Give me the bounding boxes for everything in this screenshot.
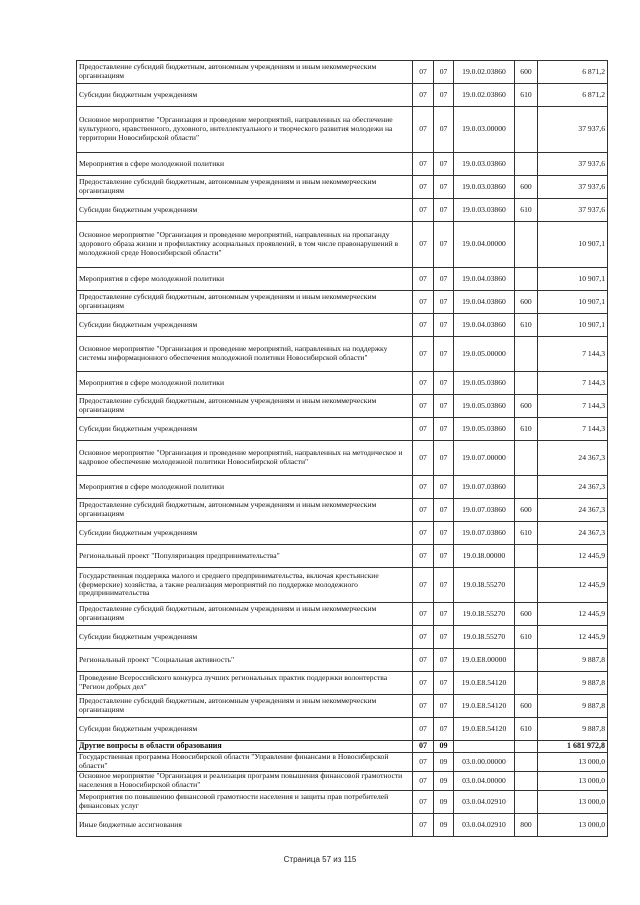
row-section-cell: 07 (413, 314, 434, 337)
row-section-cell: 07 (413, 791, 434, 814)
table-row (77, 753, 608, 772)
row-name-cell: Субсидии бюджетным учреждениям (77, 314, 413, 337)
row-section-cell: 07 (413, 649, 434, 672)
row-amount-cell: 37 937,6 (538, 199, 608, 222)
table-row (77, 772, 608, 791)
row-amount-cell: 37 937,6 (538, 107, 608, 153)
row-expense-type-cell: 610 (515, 418, 538, 441)
row-amount-cell: 7 144,3 (538, 372, 608, 395)
table-row (77, 649, 608, 672)
row-section-cell: 07 (413, 603, 434, 626)
row-expense-type-cell: 600 (515, 603, 538, 626)
row-target-article-cell: 19.0.03.03860 (454, 176, 515, 199)
row-name-cell: Основное мероприятие "Организация и проведение мероприятий, направленных на пропаганду здорового образа жизни и профилактику асоциальных проявлений, в том числе правонарушений в молодежной среде Новосибирской области" (77, 222, 413, 268)
row-name-cell: Основное мероприятие "Организация и проведение мероприятий, направленных на поддержку системы информационного обеспечения молодежной политики Новосибирской области" (77, 337, 413, 372)
row-expense-type-cell (515, 107, 538, 153)
row-name-cell: Субсидии бюджетным учреждениям (77, 718, 413, 741)
row-target-article-cell: 19.0.I8.55270 (454, 626, 515, 649)
row-expense-type-cell: 600 (515, 499, 538, 522)
row-amount-cell: 7 144,3 (538, 395, 608, 418)
row-target-article-cell: 19.0.07.03860 (454, 522, 515, 545)
row-section-cell: 07 (413, 61, 434, 84)
row-target-article-cell: 19.0.02.03860 (454, 61, 515, 84)
row-expense-type-cell: 600 (515, 291, 538, 314)
row-target-article-cell: 19.0.E8.54120 (454, 695, 515, 718)
row-expense-type-cell (515, 222, 538, 268)
row-amount-cell: 10 907,1 (538, 222, 608, 268)
row-expense-type-cell (515, 672, 538, 695)
table-row (77, 153, 608, 176)
row-subsection-cell: 07 (434, 626, 454, 649)
row-target-article-cell: 19.0.I8.55270 (454, 568, 515, 603)
row-subsection-cell: 07 (434, 61, 454, 84)
row-amount-cell: 10 907,1 (538, 268, 608, 291)
row-subsection-cell: 07 (434, 337, 454, 372)
row-target-article-cell: 19.0.07.03860 (454, 499, 515, 522)
table-row (77, 741, 608, 753)
row-target-article-cell: 19.0.04.03860 (454, 268, 515, 291)
row-subsection-cell: 07 (434, 522, 454, 545)
row-expense-type-cell (515, 753, 538, 772)
row-amount-cell: 37 937,6 (538, 176, 608, 199)
row-subsection-cell: 07 (434, 372, 454, 395)
row-name-cell: Мероприятия в сфере молодежной политики (77, 153, 413, 176)
row-section-cell: 07 (413, 568, 434, 603)
table-row (77, 337, 608, 372)
row-amount-cell: 24 367,3 (538, 499, 608, 522)
row-subsection-cell: 07 (434, 291, 454, 314)
table-row (77, 61, 608, 84)
table-row (77, 291, 608, 314)
row-subsection-cell: 07 (434, 314, 454, 337)
row-amount-cell: 12 445,9 (538, 626, 608, 649)
row-name-cell: Мероприятия по повышению финансовой грамотности населения и защиты прав потребителей финансовых услуг (77, 791, 413, 814)
row-section-cell: 07 (413, 107, 434, 153)
row-target-article-cell (454, 741, 515, 753)
row-section-cell: 07 (413, 545, 434, 568)
row-subsection-cell: 07 (434, 499, 454, 522)
table-row (77, 476, 608, 499)
row-section-cell: 07 (413, 222, 434, 268)
row-subsection-cell: 07 (434, 153, 454, 176)
row-name-cell: Предоставление субсидий бюджетным, автономным учреждениям и иным некоммерческим организациям (77, 499, 413, 522)
row-target-article-cell: 19.0.04.00000 (454, 222, 515, 268)
row-subsection-cell: 07 (434, 441, 454, 476)
row-amount-cell: 24 367,3 (538, 476, 608, 499)
row-expense-type-cell (515, 372, 538, 395)
row-amount-cell: 9 887,8 (538, 649, 608, 672)
row-name-cell: Предоставление субсидий бюджетным, автономным учреждениям и иным некоммерческим организациям (77, 176, 413, 199)
row-name-cell: Региональный проект "Популяризация предпринимательства" (77, 545, 413, 568)
row-expense-type-cell: 610 (515, 718, 538, 741)
row-amount-cell: 13 000,0 (538, 772, 608, 791)
row-name-cell: Субсидии бюджетным учреждениям (77, 522, 413, 545)
row-section-cell: 07 (413, 84, 434, 107)
row-subsection-cell: 07 (434, 603, 454, 626)
row-target-article-cell: 19.0.05.03860 (454, 418, 515, 441)
row-target-article-cell: 19.0.07.03860 (454, 476, 515, 499)
row-name-cell: Иные бюджетные ассигнования (77, 814, 413, 837)
row-amount-cell: 12 445,9 (538, 545, 608, 568)
row-subsection-cell: 07 (434, 718, 454, 741)
row-amount-cell: 37 937,6 (538, 153, 608, 176)
row-amount-cell: 7 144,3 (538, 337, 608, 372)
row-subsection-cell: 07 (434, 672, 454, 695)
table-row (77, 626, 608, 649)
row-subsection-cell: 07 (434, 176, 454, 199)
row-target-article-cell: 19.0.05.03860 (454, 372, 515, 395)
row-expense-type-cell (515, 772, 538, 791)
row-subsection-cell: 09 (434, 791, 454, 814)
budget-table (76, 60, 608, 837)
row-section-cell: 07 (413, 626, 434, 649)
table-row (77, 568, 608, 603)
row-section-cell: 07 (413, 337, 434, 372)
row-subsection-cell: 07 (434, 268, 454, 291)
row-expense-type-cell: 610 (515, 84, 538, 107)
row-section-cell: 07 (413, 718, 434, 741)
row-target-article-cell: 19.0.04.03860 (454, 291, 515, 314)
row-subsection-cell: 07 (434, 199, 454, 222)
table-row (77, 84, 608, 107)
row-amount-cell: 12 445,9 (538, 568, 608, 603)
page-footer: Страница 57 из 115 (283, 855, 357, 864)
row-name-cell: Мероприятия в сфере молодежной политики (77, 476, 413, 499)
row-amount-cell: 9 887,8 (538, 672, 608, 695)
row-expense-type-cell (515, 545, 538, 568)
row-section-cell: 07 (413, 772, 434, 791)
table-row (77, 441, 608, 476)
row-name-cell: Предоставление субсидий бюджетным, автономным учреждениям и иным некоммерческим организациям (77, 61, 413, 84)
row-name-cell: Субсидии бюджетным учреждениям (77, 199, 413, 222)
row-target-article-cell: 19.0.05.00000 (454, 337, 515, 372)
row-target-article-cell: 19.0.03.03860 (454, 153, 515, 176)
row-amount-cell: 10 907,1 (538, 291, 608, 314)
row-target-article-cell: 03.0.04.02910 (454, 791, 515, 814)
row-expense-type-cell (515, 268, 538, 291)
row-target-article-cell: 19.0.I8.00000 (454, 545, 515, 568)
row-name-cell: Мероприятия в сфере молодежной политики (77, 268, 413, 291)
row-subsection-cell: 09 (434, 814, 454, 837)
row-section-cell: 07 (413, 753, 434, 772)
row-subsection-cell: 07 (434, 107, 454, 153)
row-amount-cell: 1 681 972,8 (538, 741, 608, 753)
row-target-article-cell: 19.0.I8.55270 (454, 603, 515, 626)
row-target-article-cell: 19.0.04.03860 (454, 314, 515, 337)
row-section-cell: 07 (413, 176, 434, 199)
row-name-cell: Проведение Всероссийского конкурса лучших региональных практик поддержки волонтерства "Регион добрых дел" (77, 672, 413, 695)
row-expense-type-cell (515, 649, 538, 672)
row-name-cell: Субсидии бюджетным учреждениям (77, 84, 413, 107)
row-expense-type-cell: 600 (515, 695, 538, 718)
row-amount-cell: 13 000,0 (538, 753, 608, 772)
row-expense-type-cell (515, 568, 538, 603)
row-name-cell: Региональный проект "Социальная активность" (77, 649, 413, 672)
table-row (77, 268, 608, 291)
row-amount-cell: 13 000,0 (538, 814, 608, 837)
row-section-cell: 07 (413, 522, 434, 545)
row-section-cell: 07 (413, 741, 434, 753)
table-row (77, 499, 608, 522)
row-section-cell: 07 (413, 418, 434, 441)
row-subsection-cell: 07 (434, 395, 454, 418)
row-target-article-cell: 03.0.04.02910 (454, 814, 515, 837)
row-target-article-cell: 19.0.E8.54120 (454, 718, 515, 741)
row-target-article-cell: 19.0.03.00000 (454, 107, 515, 153)
row-name-cell: Государственная поддержка малого и среднего предпринимательства, включая крестьянские (фермерские) хозяйства, а также реализация мероприятий по поддержке молодежного предпринимательства (77, 568, 413, 603)
row-amount-cell: 6 871,2 (538, 61, 608, 84)
table-row (77, 522, 608, 545)
row-subsection-cell: 07 (434, 84, 454, 107)
row-amount-cell: 6 871,2 (538, 84, 608, 107)
row-expense-type-cell (515, 153, 538, 176)
row-name-cell: Государственная программа Новосибирской области "Управление финансами в Новосибирской области" (77, 753, 413, 772)
row-expense-type-cell (515, 441, 538, 476)
row-section-cell: 07 (413, 695, 434, 718)
row-section-cell: 07 (413, 499, 434, 522)
table-row (77, 372, 608, 395)
row-name-cell: Субсидии бюджетным учреждениям (77, 626, 413, 649)
row-subsection-cell: 07 (434, 649, 454, 672)
row-name-cell: Основное мероприятие "Организация и проведение мероприятий, направленных на обеспечение культурного, нравственного, духовного, интеллектуального и творческого развития молодежи на территории Новосибирской области" (77, 107, 413, 153)
row-name-cell: Другие вопросы в области образования (77, 741, 413, 753)
table-row (77, 418, 608, 441)
row-name-cell: Субсидии бюджетным учреждениям (77, 418, 413, 441)
table-row (77, 718, 608, 741)
row-name-cell: Предоставление субсидий бюджетным, автономным учреждениям и иным некоммерческим организациям (77, 395, 413, 418)
row-expense-type-cell (515, 741, 538, 753)
row-expense-type-cell: 610 (515, 522, 538, 545)
row-subsection-cell: 07 (434, 476, 454, 499)
row-expense-type-cell (515, 791, 538, 814)
row-expense-type-cell: 800 (515, 814, 538, 837)
table-body (77, 61, 608, 837)
row-amount-cell: 9 887,8 (538, 695, 608, 718)
table-row (77, 314, 608, 337)
row-subsection-cell: 07 (434, 222, 454, 268)
row-section-cell: 07 (413, 372, 434, 395)
row-expense-type-cell: 600 (515, 61, 538, 84)
row-section-cell: 07 (413, 672, 434, 695)
row-target-article-cell: 19.0.05.03860 (454, 395, 515, 418)
row-expense-type-cell: 600 (515, 176, 538, 199)
row-section-cell: 07 (413, 814, 434, 837)
table-row (77, 695, 608, 718)
row-amount-cell: 13 000,0 (538, 791, 608, 814)
row-amount-cell: 10 907,1 (538, 314, 608, 337)
row-name-cell: Предоставление субсидий бюджетным, автономным учреждениям и иным некоммерческим организациям (77, 695, 413, 718)
row-name-cell: Мероприятия в сфере молодежной политики (77, 372, 413, 395)
table-row (77, 791, 608, 814)
row-target-article-cell: 03.0.04.00000 (454, 772, 515, 791)
table-row (77, 814, 608, 837)
row-expense-type-cell: 610 (515, 314, 538, 337)
row-name-cell: Предоставление субсидий бюджетным, автономным учреждениям и иным некоммерческим организациям (77, 603, 413, 626)
row-subsection-cell: 09 (434, 741, 454, 753)
row-subsection-cell: 07 (434, 695, 454, 718)
row-target-article-cell: 19.0.E8.54120 (454, 672, 515, 695)
row-section-cell: 07 (413, 291, 434, 314)
row-section-cell: 07 (413, 153, 434, 176)
row-subsection-cell: 07 (434, 418, 454, 441)
row-name-cell: Основное мероприятие "Организация и проведение мероприятий, направленных на методическое и кадровое обеспечение молодежной политики Новосибирской области" (77, 441, 413, 476)
row-expense-type-cell (515, 476, 538, 499)
table-row (77, 672, 608, 695)
row-target-article-cell: 19.0.07.00000 (454, 441, 515, 476)
table-row (77, 395, 608, 418)
row-name-cell: Предоставление субсидий бюджетным, автономным учреждениям и иным некоммерческим организациям (77, 291, 413, 314)
row-amount-cell: 9 887,8 (538, 718, 608, 741)
row-section-cell: 07 (413, 476, 434, 499)
row-subsection-cell: 09 (434, 772, 454, 791)
row-subsection-cell: 09 (434, 753, 454, 772)
table-row (77, 603, 608, 626)
table-row (77, 545, 608, 568)
row-target-article-cell: 19.0.E8.00000 (454, 649, 515, 672)
row-amount-cell: 24 367,3 (538, 441, 608, 476)
row-subsection-cell: 07 (434, 545, 454, 568)
table-row (77, 199, 608, 222)
row-subsection-cell: 07 (434, 568, 454, 603)
row-target-article-cell: 03.0.00.00000 (454, 753, 515, 772)
table-row (77, 107, 608, 153)
row-section-cell: 07 (413, 268, 434, 291)
row-amount-cell: 7 144,3 (538, 418, 608, 441)
table-row (77, 222, 608, 268)
row-target-article-cell: 19.0.03.03860 (454, 199, 515, 222)
row-amount-cell: 24 367,3 (538, 522, 608, 545)
row-expense-type-cell: 610 (515, 199, 538, 222)
row-expense-type-cell: 600 (515, 395, 538, 418)
row-expense-type-cell: 610 (515, 626, 538, 649)
row-amount-cell: 12 445,9 (538, 603, 608, 626)
row-section-cell: 07 (413, 395, 434, 418)
table-row (77, 176, 608, 199)
row-section-cell: 07 (413, 441, 434, 476)
row-expense-type-cell (515, 337, 538, 372)
row-target-article-cell: 19.0.02.03860 (454, 84, 515, 107)
row-name-cell: Основное мероприятие "Организация и реализация программ повышения финансовой грамотности населения в Новосибирской области" (77, 772, 413, 791)
row-section-cell: 07 (413, 199, 434, 222)
